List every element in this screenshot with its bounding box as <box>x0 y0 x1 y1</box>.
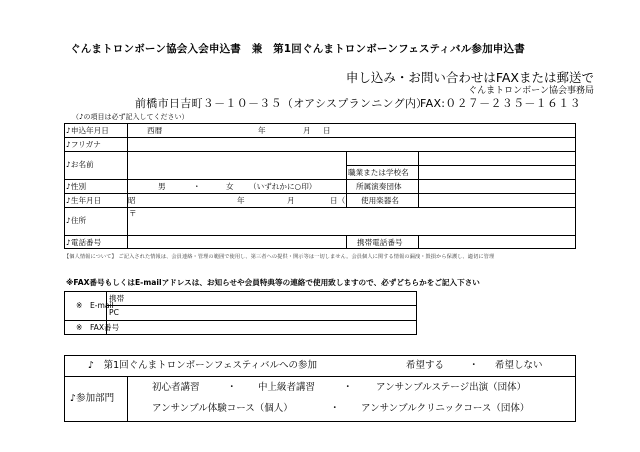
birth-day-unit: 日（ <box>330 196 346 205</box>
fax-number-label: ※ FAX番号 <box>76 323 120 332</box>
course-ensemble-stage[interactable]: アンサンブルステージ出演（団体） <box>376 382 527 393</box>
date-year-unit: 年 <box>258 126 266 135</box>
email-pc-label: PC <box>109 308 119 317</box>
occupation-label: 職業または学校名 <box>348 168 409 177</box>
course-ensemble-experience[interactable]: アンサンブル体験コース（個人） <box>152 403 293 414</box>
birthdate-label: ♪生年月日 <box>66 196 102 205</box>
course-separator-1: ・ <box>227 382 237 393</box>
group-label: 所属演奏団体 <box>356 182 402 191</box>
gender-male-option[interactable]: 男 <box>158 182 166 191</box>
contact-warning: ※FAX番号もしくはE-mailアドレスは、お知らせや会員特典等の連絡で使用致しますので、必ずどちらかをご記入下さい <box>66 278 480 287</box>
group-input[interactable] <box>419 180 575 193</box>
office-address: 前橋市日吉町３－１０－３５（オアシスプランニング内） <box>135 97 428 110</box>
course-beginner[interactable]: 初心者講習 <box>152 382 200 393</box>
office-fax: FAX:０２７－２３５－１６１３ <box>420 97 581 110</box>
phone-label: ♪電話番号 <box>66 238 102 247</box>
email-mobile-label: 携帯 <box>109 294 125 303</box>
email-mobile-input[interactable] <box>128 292 416 305</box>
required-note: （♪の項目は必ず記入してください） <box>72 113 189 121</box>
course-separator-3: ・ <box>330 403 340 414</box>
birth-era: 昭 <box>128 196 136 205</box>
occupation-input[interactable] <box>419 166 575 179</box>
furigana-label: ♪フリガナ <box>66 140 101 149</box>
festival-heading: ♪ 第1回ぐんまトロンボーンフェスティバルへの参加 <box>88 360 317 371</box>
department-label: ♪参加部門 <box>70 393 115 404</box>
course-ensemble-clinic[interactable]: アンサンブルクリニックコース（団体） <box>361 403 530 414</box>
address-input[interactable] <box>128 208 575 235</box>
gender-female-option[interactable]: 女 <box>226 182 234 191</box>
privacy-notice: 【個人情報について】 ご記入された情報は、会員連絡・管理の範囲で使用し、第三者への提供・開示等は一切しません。会員個人に関する情報の漏洩・毀損から保護し、適切に管理 <box>64 254 495 260</box>
birth-month-unit: 月 <box>287 196 295 205</box>
mobile-phone-label: 携帯電話番号 <box>357 238 403 247</box>
festival-want-option[interactable]: 希望する <box>406 360 445 371</box>
date-era: 西暦 <box>147 126 163 135</box>
date-month-unit: 月 <box>303 126 311 135</box>
fax-number-input[interactable] <box>107 321 416 334</box>
phone-input[interactable] <box>128 236 346 248</box>
name-label: ♪お名前 <box>66 160 94 169</box>
name-input[interactable] <box>128 152 346 179</box>
date-input[interactable] <box>128 124 346 137</box>
gender-label: ♪性別 <box>66 182 87 191</box>
course-intermediate[interactable]: 中上級者講習 <box>258 382 316 393</box>
contact-instruction: 申し込み・お問い合わせはFAXまたは郵送で <box>345 70 594 85</box>
postal-mark: 〒 <box>129 209 137 218</box>
instrument-input[interactable] <box>419 194 575 207</box>
date-label: ♪申込年月日 <box>66 126 109 135</box>
date-day-unit: 日 <box>323 126 331 135</box>
gender-note: （いずれかに○印） <box>249 182 317 191</box>
form-title: ぐんまトロンボーン協会入会申込書 兼 第1回ぐんまトロンボーンフェスティバル参加申込書 <box>70 43 525 55</box>
festival-option-separator: ・ <box>469 360 479 371</box>
instrument-label: 使用楽器名 <box>361 196 399 205</box>
furigana-input[interactable] <box>128 138 575 151</box>
birth-year-unit: 年 <box>237 196 245 205</box>
festival-not-want-option[interactable]: 希望しない <box>495 360 543 371</box>
office-name: ぐんまトロンボーン協会事務局 <box>468 86 594 96</box>
course-separator-2: ・ <box>343 382 353 393</box>
email-label: ※ E-mail <box>76 301 114 310</box>
address-label: ♪住所 <box>66 216 87 225</box>
gender-separator: ・ <box>193 182 201 191</box>
mobile-phone-input[interactable] <box>419 236 575 248</box>
email-pc-input[interactable] <box>128 306 416 319</box>
